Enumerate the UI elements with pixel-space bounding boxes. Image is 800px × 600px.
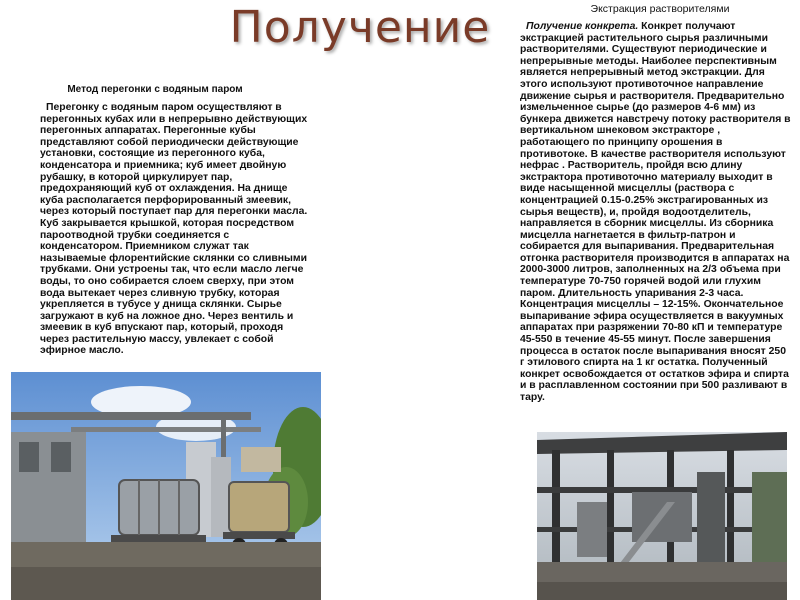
extraction-plant-photo (537, 432, 787, 600)
right-text: Конкрет получают экстракцией растительного сырья различными растворителями. Существуют периодические и непрерывные методы. Наиболее перспективным является непрерывный метод экстракции. Для этого используют противоточное направление движение сырья и растворителя. Предварительно измельченное сырье (до размеров 4-6 мм) из бункера движется навстречу потоку растворителя в вертикальном шнековом экстракторе , работающего по принципу орошения в противотоке. В качестве растворителя используют нефрас . Растворитель, пройдя всю длину экстрактора противоточно материалу выходит в виде насыщенной мисцеллы (раствора с концентрацией 0.15-0.25% экстрагированных из сырья веществ), и, пройдя водоотделитель, направляется в сборник мисцеллы. Из сборника мисцелла нагнетается в фильтр-патрон и собирается для выпаривания. Предварительная отгонка растворителя производится в аппаратах на 2000-3000 литров, заполненных на 2/3 объема при температуре 70-750 горячей водой или глухим паром. Длительность упаривания 2-3 часа. Концентрация мисцеллы – 12-15%. Окончательное выпаривание эфира осуществляется в вакуумных аппаратах при разряжении 70-80 кП и температуре 45-550 в течение 45-55 минут. После завершения процесса в остаток после выпаривания вносят 250 г этилового спирта на 1 кг остатка. Полученный конкрет освобождается от остатков эфира и спирта и в расплавленном состоянии при 500 разливают в тару. (520, 21, 791, 403)
right-body-text (520, 21, 792, 404)
distillation-plant-photo (11, 372, 321, 600)
slide-title: Получение (229, 2, 491, 53)
left-body-text: Перегонку с водяным паром осуществляют в перегонных кубах или в непрерывно действующих перегонных аппаратах. Перегонные кубы представляют собой периодически действующие установки, состоящие из перегонного куба, конденсатора и приемника; куб имеет двойную рубашку, в которой циркулирует пар, предохраняющий куб от охлаждения. На днище куба располагается перфорированный змеевик, через который поступает пар для перегонки масла. Куб закрывается крышкой, которая посредством пароотводной трубки соединяется с конденсатором. Приемником служат так называемые флорентийские склянки со сливными трубками. Они устроены так, что если масло легче воды, то оно собирается слоем сверху, при этом вода вытекает через сливную трубку, которая укрепляется в тубусе у днища склянки. Сырье загружают в куб на ложное дно. Через вентиль и змеевик в куб впускают пар, который, проходя через растительную массу, увлекает с собой эфирное масло. (40, 102, 308, 357)
right-lead: Получение конкрета. (526, 21, 639, 32)
right-heading: Экстракция растворителями (590, 3, 730, 15)
left-heading: Метод перегонки с водяным паром (67, 84, 243, 95)
